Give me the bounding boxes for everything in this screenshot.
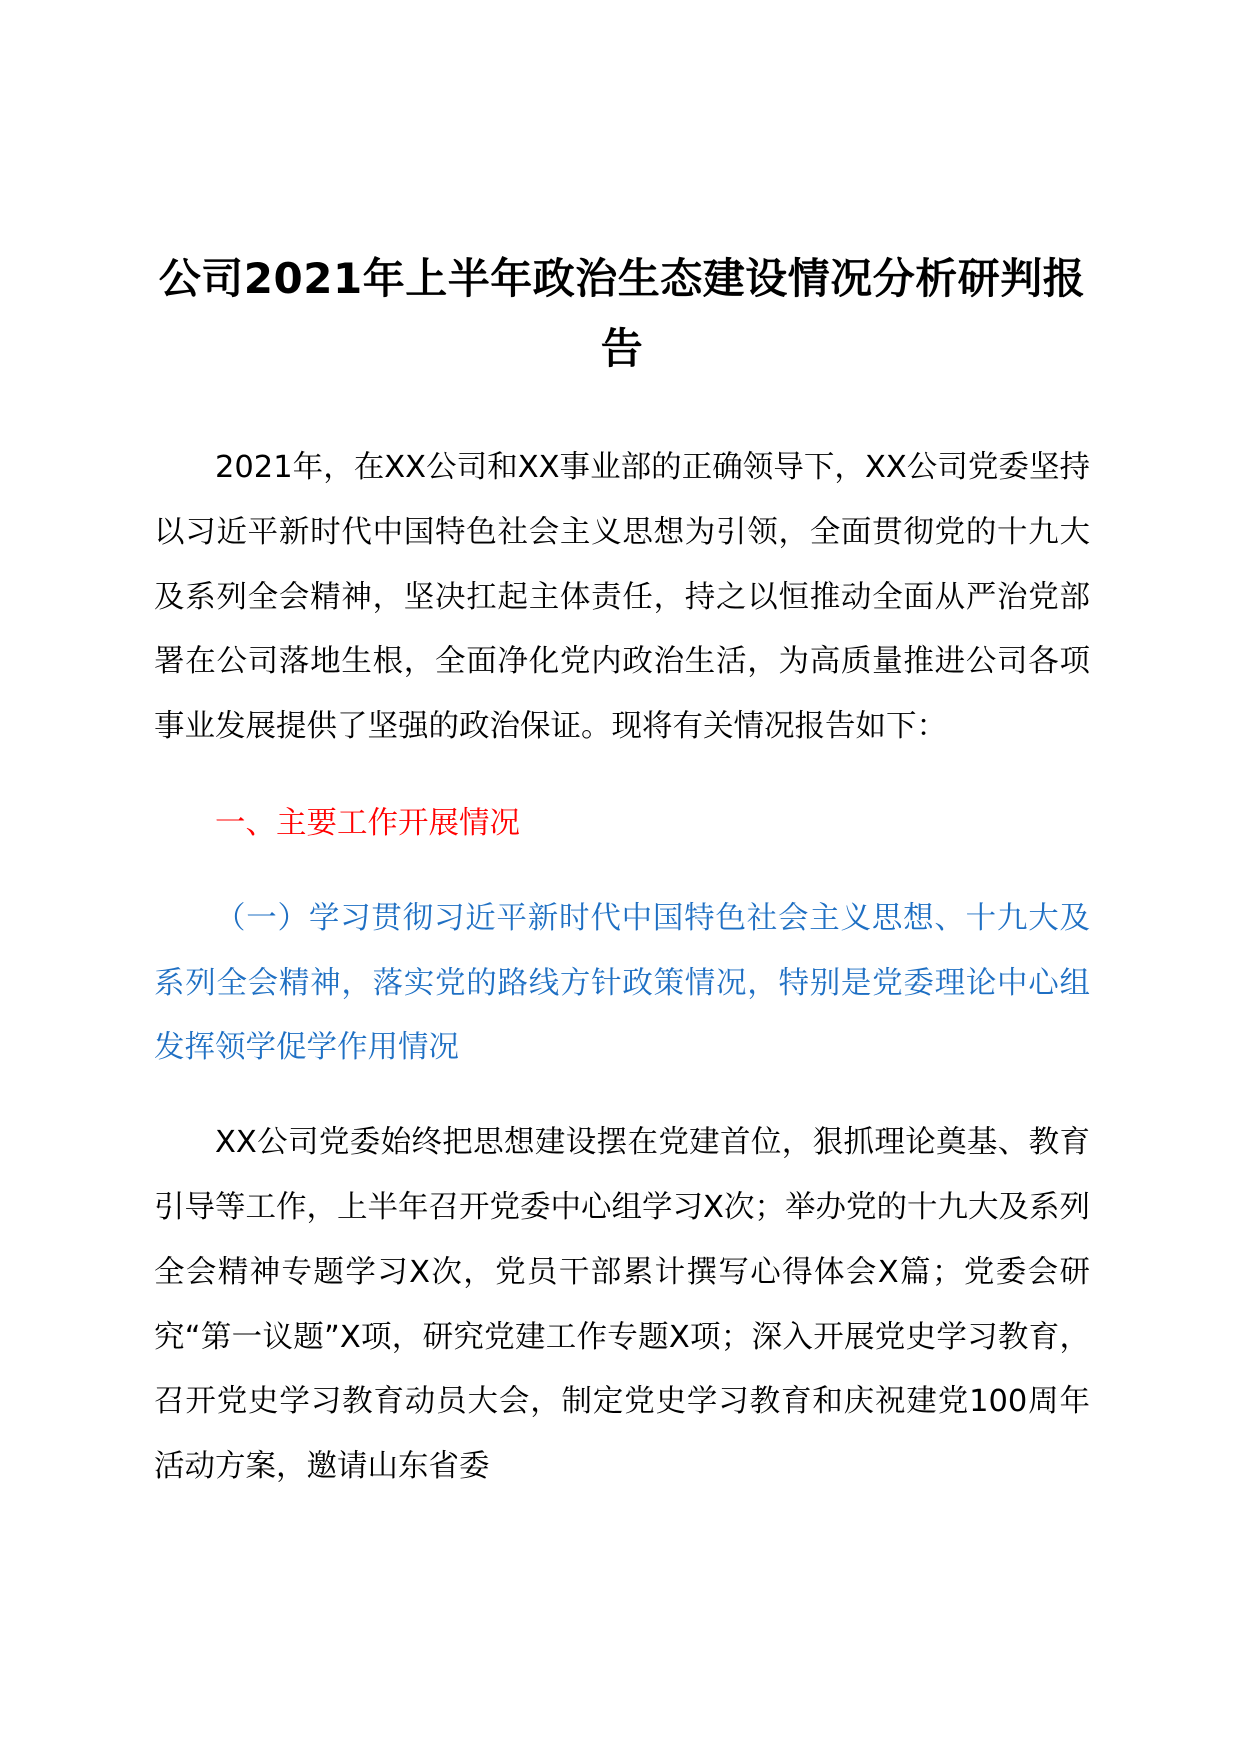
body-paragraph: XX公司党委始终把思想建设摆在党建首位，狠抓理论奠基、教育引导等工作，上半年召开党委中心组学习X次；举办党的十九大及系列全会精神专题学习X次，党员干部累计撰写心得体会X篇；党委会研究“第一议题”X项，研究党建工作专题X项；深入开展党史学习教育，召开党史学习教育动员大会，制定党史学习教育和庆祝建党100周年活动方案，邀请山东省委: [154, 1125, 1090, 1485]
document-content: [154, 244, 1090, 1500]
intro-paragraph: 2021年，在XX公司和XX事业部的正确领导下，XX公司党委坚持以习近平新时代中国特色社会主义思想为引领，全面贯彻党的十九大及系列全会精神，坚决扛起主体责任，持之以恒推动全面从严治党部署在公司落地生根，全面净化党内政治生活，为高质量推进公司各项事业发展提供了坚强的政治保证。现将有关情况报告如下：: [154, 450, 1090, 745]
subsection-heading: （一）学习贯彻习近平新时代中国特色社会主义思想、十九大及系列全会精神，落实党的路线方针政策情况，特别是党委理论中心组发挥领学促学作用情况: [154, 900, 1090, 1066]
section-heading: 一、主要工作开展情况: [215, 805, 520, 841]
document-title: 公司2021年上半年政治生态建设情况分析研判报告: [158, 254, 1086, 373]
